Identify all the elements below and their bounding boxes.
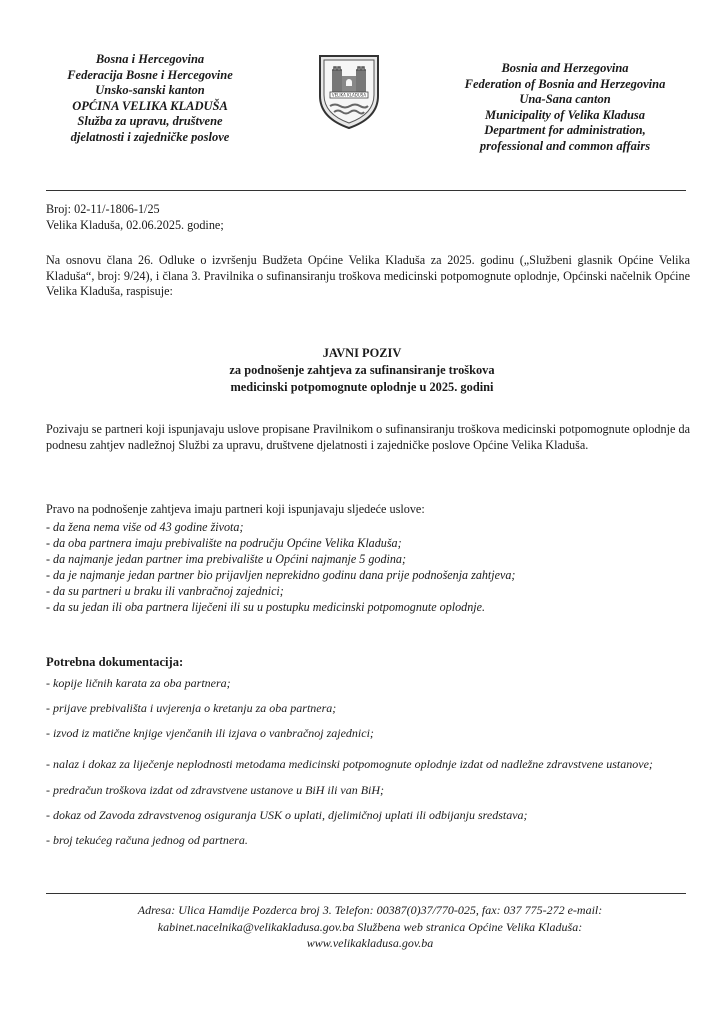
document-title: [0, 345, 724, 396]
list-item: - da su partneri u braku ili vanbračnoj zajednici;: [46, 584, 284, 598]
header-right-block: [440, 61, 690, 155]
footer-line: Adresa: Ulica Hamdije Pozderca broj 3. Telefon: 00387(0)37/770-025, fax: 037 775-272 e-mail:: [137, 903, 603, 917]
footer-line: www.velikakladusa.gov.ba: [306, 936, 434, 950]
crest-text: VELIKA KLADUŠA: [331, 92, 367, 98]
list-item: - izvod iz matične knjige vjenčanih ili izjava o vanbračnoj zajednici;: [46, 726, 374, 740]
conditions-list: [46, 519, 696, 615]
header-right-line: Federation of Bosnia and Herzegovina: [464, 76, 666, 91]
header-right-line: Municipality of Velika Kladusa: [484, 107, 646, 122]
header-left-block: [40, 52, 260, 146]
document-number: Broj: 02-11/-1806-1/25: [46, 202, 160, 216]
list-item: - da najmanje jedan partner ima prebivalište u Općini najmanje 5 godina;: [46, 552, 406, 566]
header-right-line: professional and common affairs: [479, 138, 651, 153]
list-item: - da oba partnera imaju prebivalište na području Općine Velika Kladuša;: [46, 536, 402, 550]
conditions-lead: Pravo na podnošenje zahtjeva imaju partneri koji ispunjavaju sljedeće uslove:: [46, 502, 425, 516]
header-right-line: Department for administration,: [484, 123, 646, 138]
documents-section: [46, 655, 676, 858]
footer-divider: [46, 893, 686, 894]
header-left-line: Federacija Bosne i Hercegovine: [67, 67, 233, 82]
header-left-line: Unsko-sanski kanton: [95, 83, 205, 98]
footer-contact: [70, 902, 670, 952]
invitation-paragraph: Pozivaju se partneri koji ispunjavaju uslove propisane Pravilnikom o sufinansiranju troškova medicinski potpomognute oplodnje da podnesu zahtjev nadležnoj Službi za upravu, društvene djelatnosti i zajedničke poslove Općine Velika Kladuša.: [46, 422, 690, 452]
header-left-line: OPĆINA VELIKA KLADUŠA: [72, 98, 228, 113]
documents-heading: Potrebna dokumentacija:: [46, 655, 184, 669]
footer-line: kabinet.nacelnika@velikakladusa.gov.ba Službena web stranica Općine Velika Kladuša:: [157, 919, 583, 934]
title-line: medicinski potpomognute oplodnje u 2025. godini: [230, 380, 494, 394]
header-right-line: Bosnia and Herzegovina: [501, 61, 629, 75]
list-item: - dokaz od Zavoda zdravstvenog osiguranja USK o uplati, djelimičnoj uplati ili odbijanju sredstava;: [46, 808, 528, 822]
list-item: - broj tekućeg računa jednog od partnera.: [46, 833, 248, 847]
list-item: - da je najmanje jedan partner bio prijavljen neprekidno godinu dana prije podnošenja zahtjeva;: [46, 568, 516, 582]
title-line: JAVNI POZIV: [322, 346, 402, 360]
intro-paragraph: Na osnovu člana 26. Odluke o izvršenju Budžeta Općine Velika Kladuša za 2025. godinu („Službeni glasnik Općine Velika Kladuša“, broj: 9/24), i člana 3. Pravilnika o sufinansiranju troškova medicinski potpomognute oplodnje, Općinski načelnik Općine Velika Kladuša, raspisuje:: [46, 253, 690, 299]
list-item: - predračun troškova izdat od zdravstvene ustanove u BiH ili van BiH;: [46, 783, 385, 797]
document-place-date: Velika Kladuša, 02.06.2025. godine;: [46, 218, 224, 232]
title-line: za podnošenje zahtjeva za sufinansiranje troškova: [229, 363, 495, 377]
list-item: - kopije ličnih karata za oba partnera;: [46, 676, 231, 690]
list-item: - da su jedan ili oba partnera liječeni ili su u postupku medicinski potpomognute oplodnje.: [46, 600, 486, 614]
header-right-line: Una-Sana canton: [519, 92, 611, 107]
list-item: - nalaz i dokaz za liječenje neplodnosti metodama medicinski potpomognute oplodnje izdat od nadležne zdravstvene ustanove;: [46, 757, 653, 771]
header-left-line: Služba za upravu, društvene: [77, 114, 223, 129]
header-left-line: Bosna i Hercegovina: [95, 52, 205, 66]
municipality-crest-icon: [316, 52, 382, 130]
header-divider: [46, 190, 686, 191]
list-item: - da žena nema više od 43 godine života;: [46, 520, 244, 534]
header-left-line: djelatnosti i zajedničke poslove: [70, 129, 230, 144]
list-item: - prijave prebivališta i uvjerenja o kretanju za oba partnera;: [46, 701, 337, 715]
